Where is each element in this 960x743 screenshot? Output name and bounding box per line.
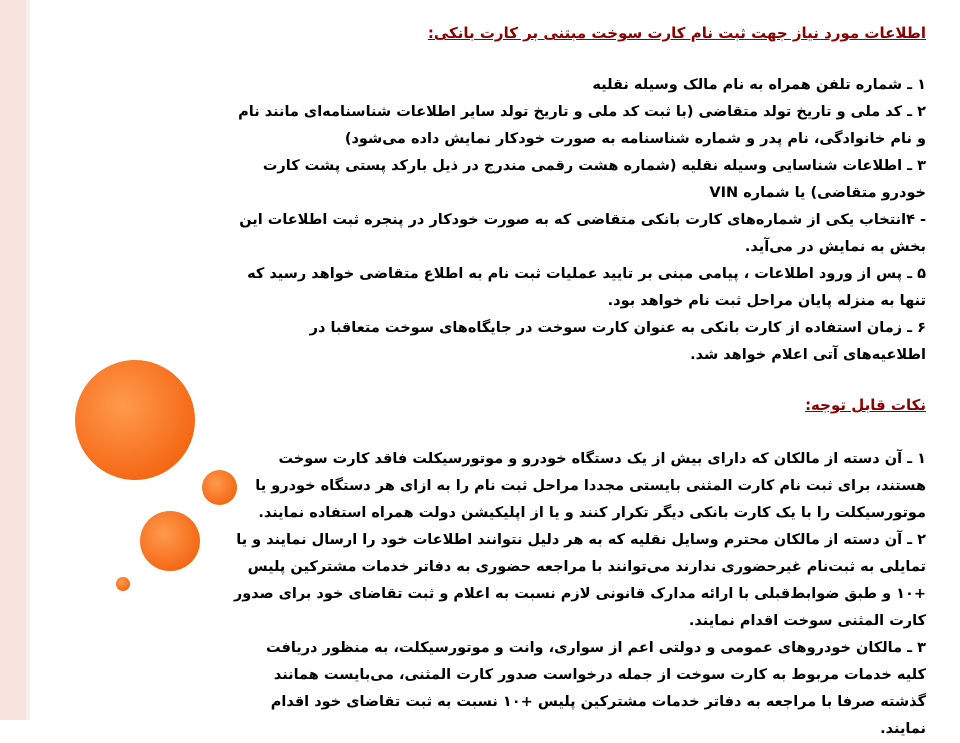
section1-heading: اطلاعات مورد نیاز جهت ثبت نام کارت سوخت مبتنی بر کارت بانکی: [427,24,926,42]
section2-item: ۳ ـ مالکان خودروهای عمومی و دولتی اعم از سواری، وانت و موتورسیکلت، به منظور دریافت کلیه خدمات مربوط به کارت سوخت از جمله درخواست صدور کارت المثنی، می‌بایست همانند گذشته صرفا با مراجعه به دفاتر خدمات مشترکین پلیس +۱۰ نسبت به ثبت تقاضای خود اقدام نمایند. [265,640,926,737]
section2-item: ۲ ـ آن دسته از مالکان محترم وسایل نقلیه که به هر دلیل نتوانند اطلاعات خود را ارسال نمایند و یا تمایلی به ثبت‌نام غیرحضوری ندارند می‌توانند با مراجعه حضوری به دفاتر خدمات مشترکین پلیس +۱۰ و طبق ضوابط‌قبلی با ارائه مدارک قانونی لازم نسبت به اعلام و ثبت تقاضای خود برای صدور کارت المثنی سوخت اقدام نمایند. [233,532,926,629]
section1-item: ۳ ـ اطلاعات شناسایی وسیله نقلیه (شماره هشت رقمی مندرج در ذیل بارکد پستی پشت کارت خودرو متقاضی) یا شماره VIN [262,158,926,201]
decorative-circle-medium [140,511,200,571]
section1-item: - ۴انتخاب یکی از شماره‌های کارت بانکی متقاضی که به صورت خودکار در پنجره ثبت اطلاعات این بخش به نمایش در می‌آید. [239,212,926,255]
section1-item: ۱ ـ شماره تلفن همراه به نام مالک وسیله نقلیه [592,77,926,93]
section2-item: ۱ ـ آن دسته از مالکان که دارای بیش از یک دستگاه خودرو و موتورسیکلت فاقد کارت سوخت هستند، برای ثبت نام کارت المثنی بایستی مجددا مراحل ثبت نام را به ازای هر دستگاه خودرو یا موتورسیکلت را با یک کارت بانکی دیگر تکرار کنند و یا از اپلیکیشن دولت همراه استفاده نمایند. [255,451,926,521]
left-decorative-bar-edge [26,0,30,720]
decorative-circle-large [75,360,195,480]
section1-item: ۶ ـ زمان استفاده از کارت بانکی به عنوان کارت سوخت در جایگاه‌های سوخت متعاقبا در اطلاعیه‌های آتی اعلام خواهد شد. [309,320,926,363]
section2-heading: نکات قابل توجه: [805,396,926,414]
left-decorative-bar [0,0,26,720]
section1-item: ۵ ـ پس از ورود اطلاعات ، پیامی مبنی بر تایید عملیات ثبت نام به اطلاع متقاضی خواهد رسید که تنها به منزله پایان مراحل ثبت نام خواهد بود. [247,266,926,309]
section1-item: ۲ ـ کد ملی و تاریخ تولد متقاضی (با ثبت کد ملی و تاریخ تولد سایر اطلاعات شناسنامه‌ای مانند نام و نام خانوادگی، نام پدر و شماره شناسنامه به صورت خودکار نمایش داده می‌شود) [238,104,926,147]
slide-content [232,20,926,743]
decorative-circle-tiny [116,577,130,591]
